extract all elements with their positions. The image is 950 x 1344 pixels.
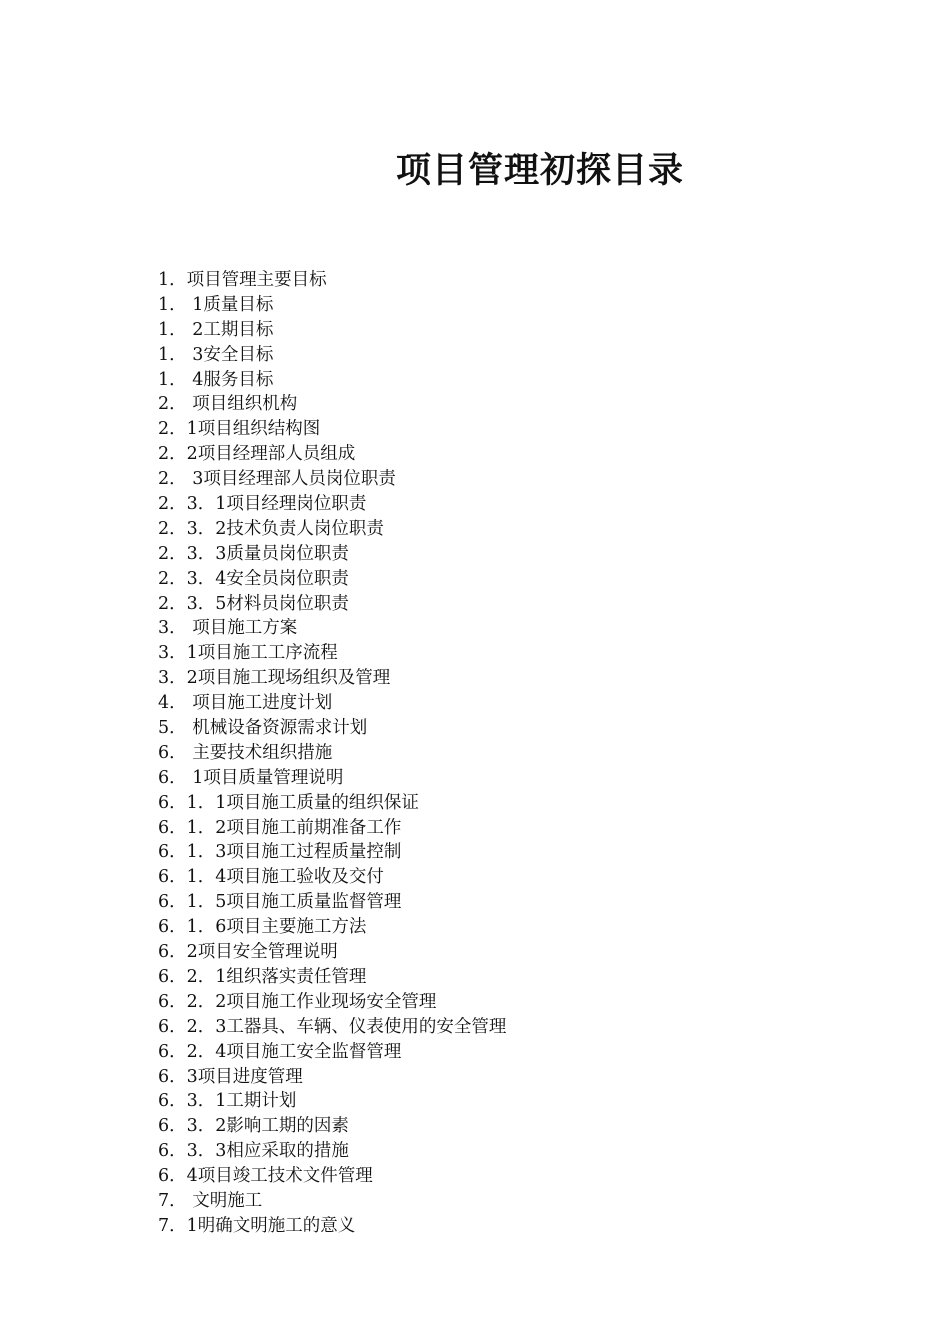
- toc-entry: 6．1．5项目施工质量监督管理: [158, 892, 402, 913]
- toc-entry: 6．3．1工期计划: [158, 1091, 297, 1112]
- toc-entry: 2．3．1项目经理岗位职责: [158, 494, 367, 515]
- toc-entry: 6．3项目进度管理: [158, 1066, 303, 1087]
- toc-entry: 2．1项目组织结构图: [158, 419, 321, 440]
- toc-entry: 1． 2工期目标: [158, 319, 274, 340]
- toc-entry: 2．3．3质量员岗位职责: [158, 543, 349, 564]
- toc-entry: 1．项目管理主要目标: [158, 270, 327, 290]
- toc-entry: 6．2．2项目施工作业现场安全管理: [158, 991, 437, 1012]
- toc-entry: 4． 项目施工进度计划: [158, 693, 333, 714]
- toc-entry: 2．3．5材料员岗位职责: [158, 593, 349, 614]
- toc-entry: 6．3．3相应采取的措施: [158, 1141, 349, 1162]
- toc-entry: 2．3．4安全员岗位职责: [158, 568, 349, 589]
- toc-entry: 6．1．1项目施工质量的组织保证: [158, 792, 419, 813]
- toc-entry: 6． 主要技术组织措施: [158, 742, 333, 763]
- toc-entry: 3． 项目施工方案: [158, 618, 298, 639]
- toc-entry: 3．1项目施工工序流程: [158, 643, 338, 664]
- toc-entry: 1． 3安全目标: [158, 344, 274, 365]
- toc-entry: 6． 1项目质量管理说明: [158, 767, 344, 788]
- toc-entry: 6．1．6项目主要施工方法: [158, 917, 367, 938]
- toc-entry: 2．3．2技术负责人岗位职责: [158, 518, 384, 539]
- toc-entry: 2． 项目组织机构: [158, 394, 298, 415]
- toc-entry: 3．2项目施工现场组织及管理: [158, 668, 391, 689]
- toc-entry: 7．1明确文明施工的意义: [158, 1215, 356, 1236]
- toc-entry: 6．2．3工器具、车辆、仪表使用的安全管理: [158, 1016, 507, 1037]
- table-of-contents: [158, 268, 506, 1239]
- toc-entry: 6．2项目安全管理说明: [158, 942, 338, 963]
- toc-entry: 6．1．2项目施工前期准备工作: [158, 817, 402, 838]
- toc-entry: 6．1．3项目施工过程质量控制: [158, 842, 402, 863]
- toc-entry: 1． 1质量目标: [158, 294, 274, 315]
- toc-entry: 6．2．1组织落实责任管理: [158, 966, 367, 987]
- toc-entry: 6．3．2影响工期的因素: [158, 1116, 349, 1137]
- toc-entry: 6．4项目竣工技术文件管理: [158, 1166, 373, 1187]
- document-title: 项目管理初探目录: [395, 151, 684, 191]
- toc-entry: 1． 4服务目标: [158, 369, 274, 390]
- toc-entry: 7． 文明施工: [158, 1190, 263, 1211]
- toc-entry: 2．2项目经理部人员组成: [158, 444, 356, 465]
- toc-entry: 5． 机械设备资源需求计划: [158, 718, 368, 739]
- toc-entry: 6．2．4项目施工安全监督管理: [158, 1041, 402, 1062]
- toc-entry: 6．1．4项目施工验收及交付: [158, 867, 384, 888]
- toc-entry: 2． 3项目经理部人员岗位职责: [158, 469, 396, 490]
